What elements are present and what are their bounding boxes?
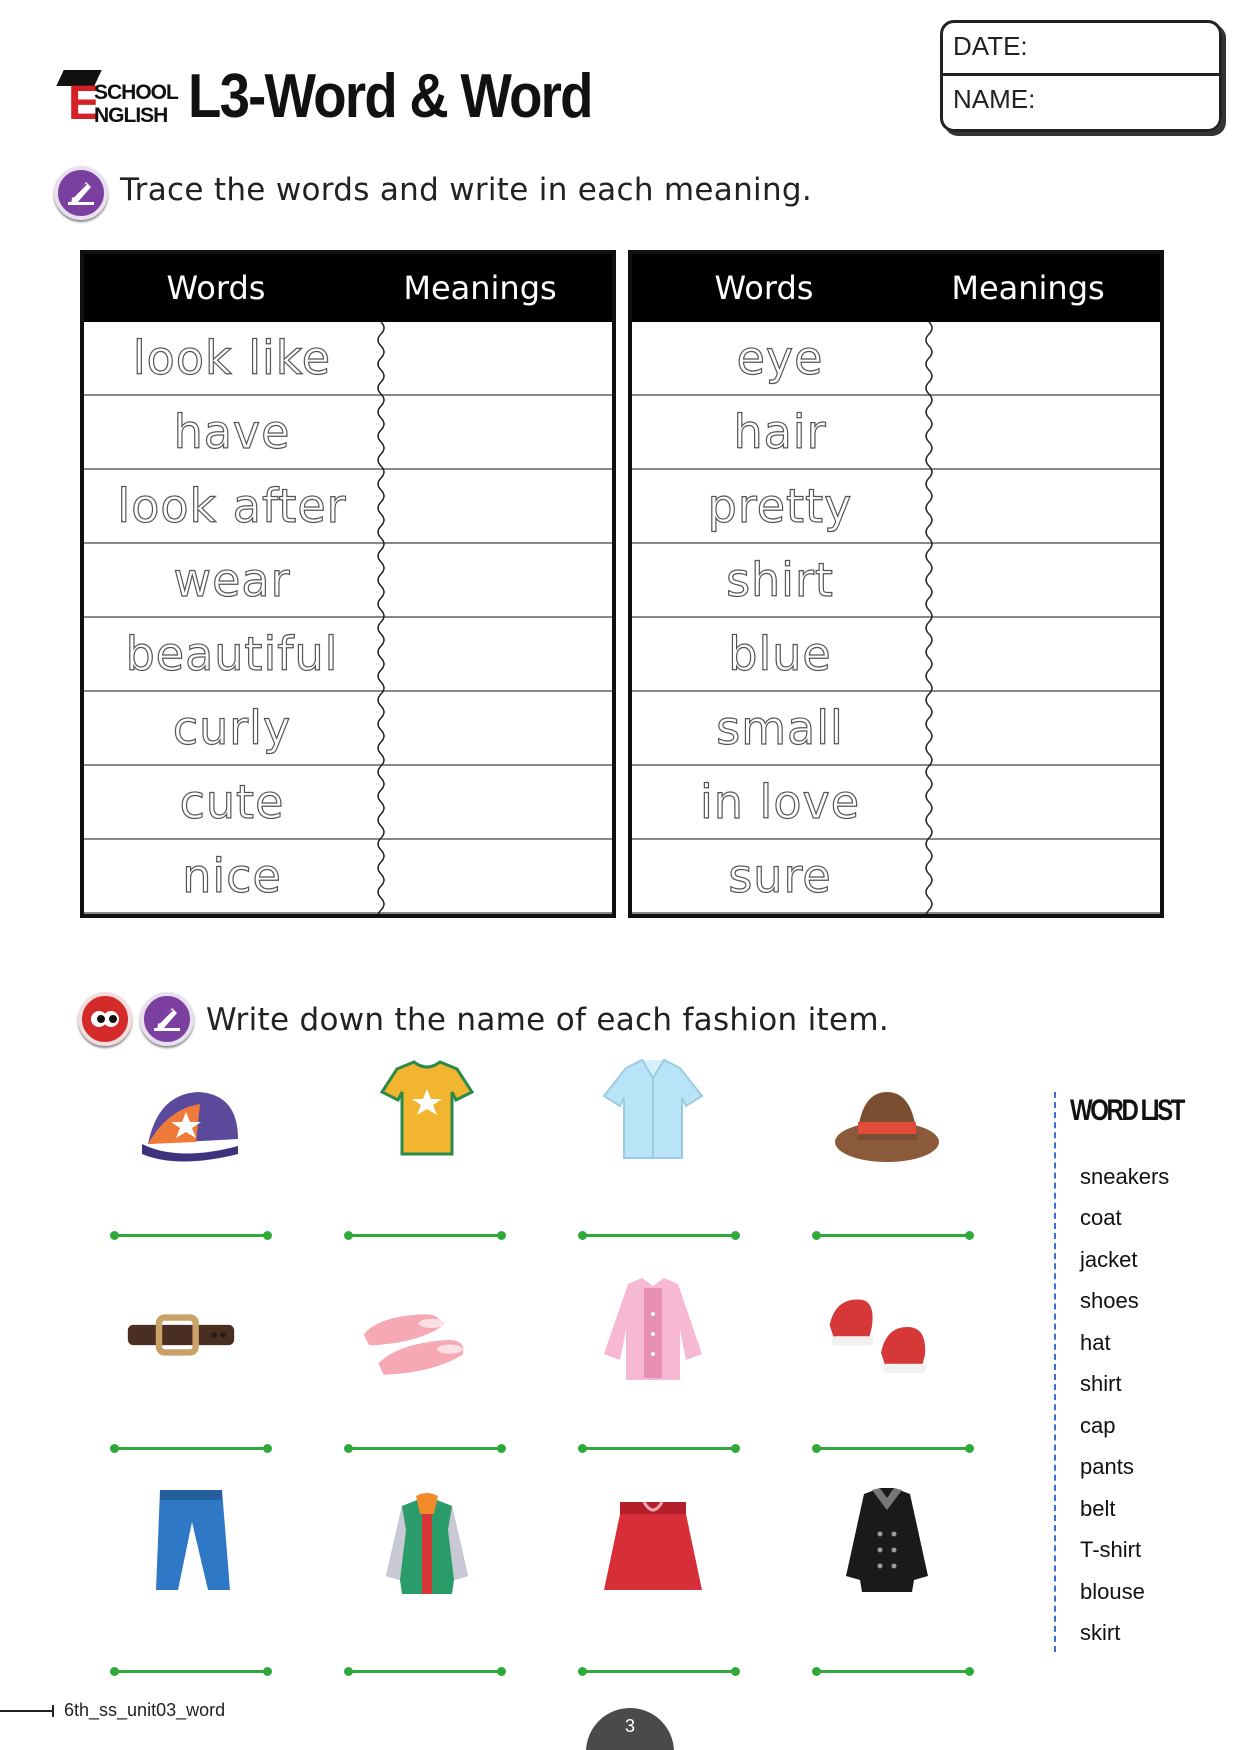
school-english-logo <box>58 70 176 132</box>
footer-rule <box>0 1710 54 1712</box>
table-row <box>84 618 612 692</box>
trace-word: look after <box>117 479 347 533</box>
trace-word: look like <box>132 331 332 385</box>
trace-word: small <box>716 701 844 755</box>
word-list-divider <box>1054 1092 1056 1652</box>
meaning-blank[interactable] <box>928 766 1160 838</box>
word-list-item: shirt <box>1080 1371 1122 1396</box>
word-list-title: WORD LIST <box>1070 1094 1184 1127</box>
name-field[interactable]: NAME: <box>953 84 1036 114</box>
page-title: L3-Word & Word <box>188 62 592 131</box>
meaning-blank[interactable] <box>380 840 612 912</box>
meaning-blank[interactable] <box>928 544 1160 616</box>
answer-line[interactable] <box>816 1234 970 1237</box>
shoes-icon <box>360 1284 470 1394</box>
pencil-icon <box>54 166 108 220</box>
meaning-blank[interactable] <box>380 692 612 764</box>
belt-icon <box>126 1280 236 1390</box>
trace-word: beautiful <box>125 627 339 681</box>
meaning-blank[interactable] <box>928 840 1160 912</box>
table-row <box>632 396 1160 470</box>
trace-word: in love <box>699 775 860 829</box>
trace-word: blue <box>728 627 832 681</box>
word-list-item: skirt <box>1080 1620 1121 1645</box>
answer-line[interactable] <box>582 1670 736 1673</box>
trace-word: cute <box>179 775 285 829</box>
word-list-item: belt <box>1080 1496 1116 1521</box>
answer-line[interactable] <box>816 1670 970 1673</box>
answer-line[interactable] <box>348 1234 502 1237</box>
page-footer <box>0 1700 1240 1750</box>
table-row <box>632 766 1160 840</box>
header-meanings: Meanings <box>951 269 1105 307</box>
logo-letter-e: E <box>68 77 101 130</box>
meaning-blank[interactable] <box>380 470 612 542</box>
table-row <box>84 840 612 914</box>
meaning-blank[interactable] <box>380 618 612 690</box>
trace-word: sure <box>728 849 832 903</box>
trace-word: nice <box>182 849 282 903</box>
word-list-item: T-shirt <box>1080 1537 1142 1562</box>
trace-word: eye <box>736 331 824 385</box>
tshirt-icon <box>372 1054 482 1164</box>
table-row <box>84 544 612 618</box>
skirt-icon <box>598 1494 708 1604</box>
shirt-icon <box>598 1054 708 1164</box>
file-name: 6th_ss_unit03_word <box>64 1700 226 1720</box>
table-row <box>84 322 612 396</box>
table-row <box>632 322 1160 396</box>
answer-line[interactable] <box>348 1670 502 1673</box>
word-list-item: coat <box>1080 1205 1122 1230</box>
jacket-icon <box>372 1490 482 1600</box>
hat-icon <box>832 1074 942 1184</box>
cap-icon <box>138 1064 248 1174</box>
answer-line[interactable] <box>114 1234 268 1237</box>
section1-instruction: Trace the words and write in each meaning. <box>120 172 813 208</box>
answer-line[interactable] <box>114 1447 268 1450</box>
table-row <box>632 840 1160 914</box>
trace-word: pretty <box>707 479 853 533</box>
table-header <box>84 254 612 322</box>
table-row <box>84 692 612 766</box>
word-list-item: cap <box>1080 1413 1116 1438</box>
answer-line[interactable] <box>582 1447 736 1450</box>
table-row <box>632 692 1160 766</box>
meaning-blank[interactable] <box>928 470 1160 542</box>
trace-word: have <box>173 405 291 459</box>
trace-word: hair <box>733 405 827 459</box>
page-number: 3 <box>586 1708 674 1750</box>
answer-line[interactable] <box>582 1234 736 1237</box>
word-list-item: shoes <box>1080 1288 1139 1313</box>
cut-line <box>922 322 936 914</box>
table-row <box>632 544 1160 618</box>
trace-word: wear <box>173 553 291 607</box>
blouse-icon <box>598 1274 708 1384</box>
cut-line <box>374 322 388 914</box>
header-words: Words <box>714 269 814 307</box>
meaning-blank[interactable] <box>928 396 1160 468</box>
logo-text-english: NGLISH <box>94 104 168 127</box>
words-table-right <box>628 250 1164 918</box>
meaning-blank[interactable] <box>380 544 612 616</box>
table-header <box>632 254 1160 322</box>
header-meanings: Meanings <box>403 269 557 307</box>
table-body <box>632 322 1160 914</box>
meaning-blank[interactable] <box>380 766 612 838</box>
answer-line[interactable] <box>114 1670 268 1673</box>
word-list-item: jacket <box>1080 1247 1138 1272</box>
table-row <box>84 766 612 840</box>
meaning-blank[interactable] <box>380 396 612 468</box>
table-row <box>84 470 612 544</box>
pants-icon <box>138 1486 248 1596</box>
trace-word: curly <box>172 701 292 755</box>
coat-icon <box>832 1484 942 1594</box>
eyes-icon <box>78 992 132 1046</box>
table-row <box>632 470 1160 544</box>
trace-word: shirt <box>726 553 834 607</box>
date-field[interactable]: DATE: <box>943 23 1219 76</box>
table-body <box>84 322 612 914</box>
answer-line[interactable] <box>348 1447 502 1450</box>
pencil-icon <box>140 992 194 1046</box>
word-list-item: blouse <box>1080 1579 1145 1604</box>
answer-line[interactable] <box>816 1447 970 1450</box>
meaning-blank[interactable] <box>380 322 612 394</box>
meaning-blank[interactable] <box>928 618 1160 690</box>
date-name-box <box>940 20 1222 132</box>
table-row <box>632 618 1160 692</box>
word-list-item: pants <box>1080 1454 1134 1479</box>
meaning-blank[interactable] <box>928 692 1160 764</box>
sneakers-icon <box>826 1284 936 1394</box>
words-table-left <box>80 250 616 918</box>
table-row <box>84 396 612 470</box>
section2-instruction: Write down the name of each fashion item. <box>206 1002 890 1038</box>
header-words: Words <box>166 269 266 307</box>
logo-text-school: SCHOOL <box>94 81 178 104</box>
word-list-item: sneakers <box>1080 1164 1170 1189</box>
word-list-item: hat <box>1080 1330 1111 1355</box>
meaning-blank[interactable] <box>928 322 1160 394</box>
